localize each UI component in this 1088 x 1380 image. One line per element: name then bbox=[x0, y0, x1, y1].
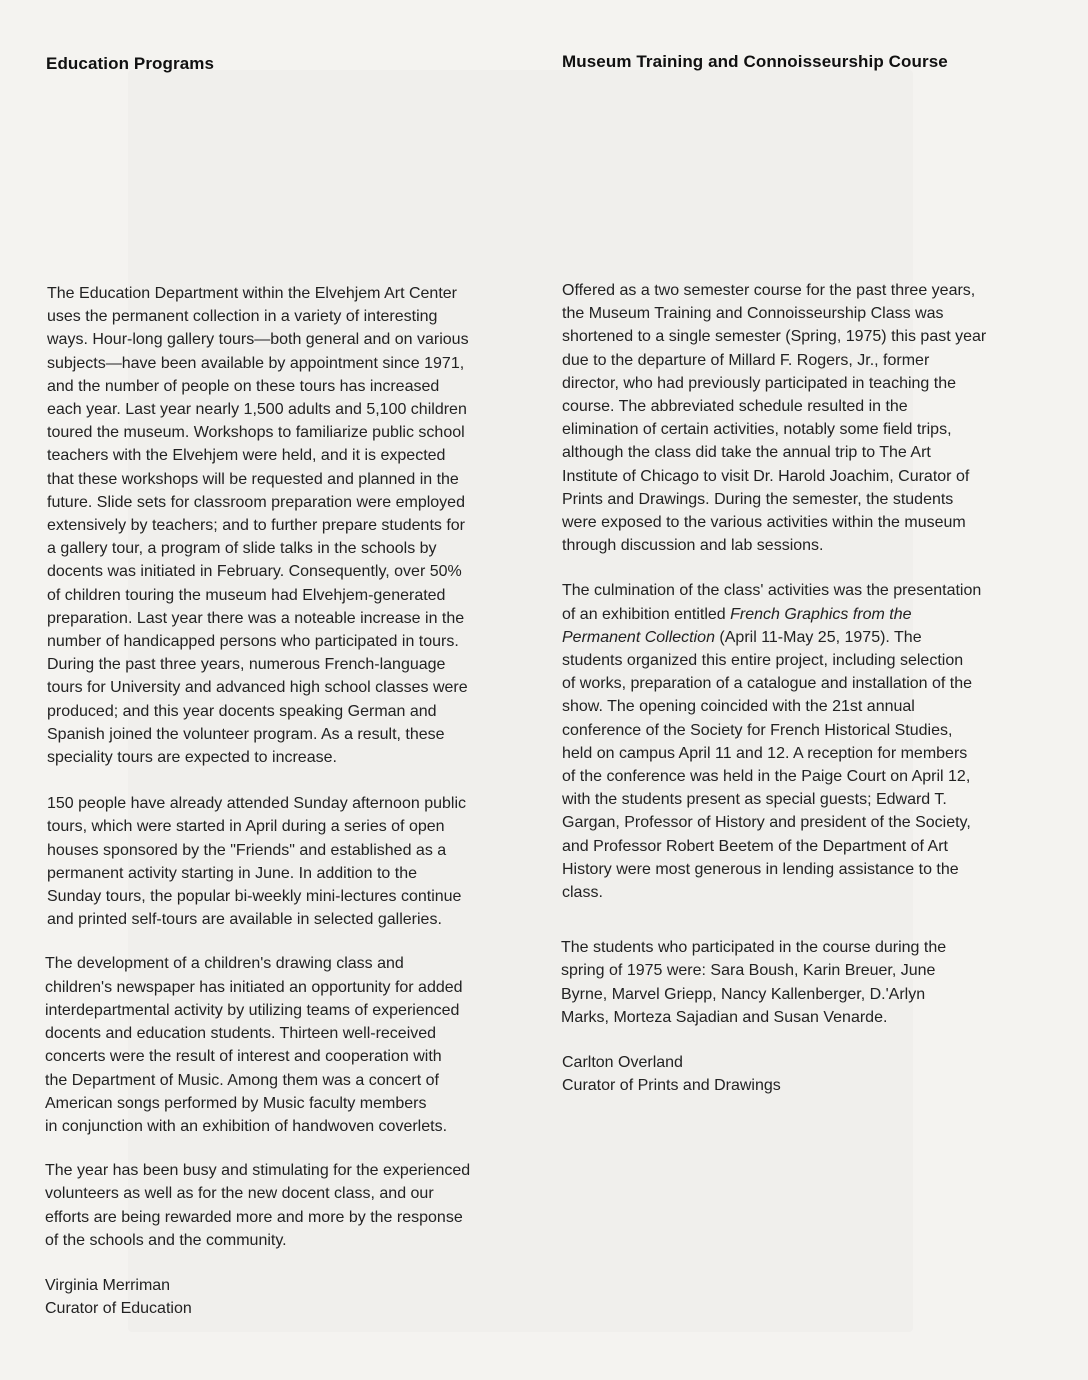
text-line: interdepartmental activity by utilizing teams of experienced bbox=[45, 1001, 460, 1019]
text-line: conference of the Society for French Historical Studies, bbox=[562, 721, 953, 739]
text-line: shortened to a single semester (Spring, 1975) this past year bbox=[562, 328, 987, 346]
text-line: produced; and this year docents speaking German and bbox=[47, 702, 437, 720]
text-line bbox=[562, 626, 1047, 649]
text-line: director, who had previously participated in teaching the bbox=[562, 374, 957, 392]
text-line: History were most generous in lending assistance to the bbox=[562, 860, 959, 878]
text-line: and Professor Robert Beetem of the Department of Art bbox=[562, 837, 948, 855]
education-signature bbox=[45, 1274, 527, 1320]
text-line: in conjunction with an exhibition of handwoven coverlets. bbox=[45, 1117, 448, 1135]
text-line: Institute of Chicago to visit Dr. Harold Joachim, Curator of bbox=[562, 467, 970, 485]
text-run: of an exhibition entitled bbox=[562, 605, 731, 623]
text-line: students organized this entire project, including selection bbox=[562, 652, 964, 670]
text-line: subjects—have been available by appointment since 1971, bbox=[47, 354, 465, 372]
text-line: efforts are being rewarded more and more by the response bbox=[45, 1208, 463, 1226]
text-line: preparation. Last year there was a noteable increase in the bbox=[47, 609, 465, 627]
education-paragraph-3 bbox=[45, 952, 527, 1138]
signature-name: Carlton Overland bbox=[562, 1054, 683, 1072]
text-line: docents was initiated in February. Consequently, over 50% bbox=[47, 563, 462, 581]
text-line bbox=[562, 603, 1047, 626]
education-paragraph-1 bbox=[47, 282, 527, 769]
text-line: a gallery tour, a program of slide talks in the schools by bbox=[47, 540, 437, 558]
text-line: During the past three years, numerous French-language bbox=[47, 656, 446, 674]
text-line: speciality tours are expected to increase. bbox=[47, 749, 337, 767]
text-line: 150 people have already attended Sunday afternoon public bbox=[47, 795, 466, 813]
text-line: The development of a children's drawing class and bbox=[45, 955, 404, 973]
text-line: Offered as a two semester course for the past three years, bbox=[562, 282, 976, 299]
text-line: toured the museum. Workshops to familiarize public school bbox=[47, 424, 465, 442]
text-line: through discussion and lab sessions. bbox=[562, 537, 824, 555]
training-paragraph-3 bbox=[561, 936, 1047, 1029]
text-line: the Museum Training and Connoisseurship Class was bbox=[562, 305, 944, 323]
text-line: children's newspaper has initiated an opportunity for added bbox=[45, 978, 463, 996]
education-programs-column bbox=[47, 282, 527, 1320]
text-line: held on campus April 11 and 12. A reception for members bbox=[562, 744, 968, 762]
text-line: Sunday tours, the popular bi-weekly mini-lectures continue bbox=[47, 888, 462, 906]
text-line: Gargan, Professor of History and president of the Society, bbox=[562, 814, 971, 832]
text-line: Prints and Drawings. During the semester, the students bbox=[562, 490, 954, 508]
right-column-heading: Museum Training and Connoisseurship Course bbox=[562, 52, 948, 71]
text-line: the Department of Music. Among them was a concert of bbox=[45, 1071, 439, 1089]
education-paragraph-2 bbox=[47, 792, 527, 931]
text-line: Marks, Morteza Sajadian and Susan Venarde. bbox=[561, 1008, 888, 1026]
text-line: of the conference was held in the Paige Court on April 12, bbox=[562, 768, 971, 786]
text-line: were exposed to the various activities within the museum bbox=[562, 514, 966, 532]
text-line: Byrne, Marvel Griepp, Nancy Kallenberger, D.'Arlyn bbox=[561, 985, 926, 1003]
training-paragraph-2 bbox=[562, 579, 1047, 904]
text-line: future. Slide sets for classroom preparation were employed bbox=[47, 493, 465, 511]
text-line: of children touring the museum had Elvehjem-generated bbox=[47, 586, 446, 604]
text-line: docents and education students. Thirteen well-received bbox=[45, 1025, 437, 1043]
text-line: due to the departure of Millard F. Rogers, Jr., former bbox=[562, 351, 930, 369]
text-line: spring of 1975 were: Sara Boush, Karin Breuer, June bbox=[561, 962, 936, 980]
text-line: ways. Hour-long gallery tours—both general and on various bbox=[47, 331, 469, 349]
text-line: of the schools and the community. bbox=[45, 1231, 287, 1249]
text-run: (April 11-May 25, 1975). The bbox=[714, 628, 922, 646]
training-paragraph-1 bbox=[562, 279, 1047, 557]
text-line: volunteers as well as for the new docent class, and our bbox=[45, 1185, 434, 1203]
education-paragraph-4 bbox=[45, 1159, 527, 1252]
text-line: and printed self-tours are available in selected galleries. bbox=[47, 911, 442, 929]
exhibition-title-part-2: Permanent Collection bbox=[562, 628, 715, 646]
text-line: elimination of certain activities, notably some field trips, bbox=[562, 421, 952, 439]
left-column-heading: Education Programs bbox=[46, 54, 215, 73]
text-line: The culmination of the class' activities was the presentation bbox=[562, 582, 982, 600]
museum-training-column bbox=[562, 279, 1047, 1098]
text-line: American songs performed by Music faculty members bbox=[45, 1094, 427, 1112]
signature-name: Virginia Merriman bbox=[45, 1276, 171, 1294]
text-line: teachers with the Elvehjem were held, and it is expected bbox=[47, 447, 446, 465]
text-line: permanent activity starting in June. In addition to the bbox=[47, 864, 417, 882]
signature-title: Curator of Education bbox=[45, 1300, 192, 1318]
text-line: with the students present as special guests; Edward T. bbox=[562, 791, 947, 809]
text-line: extensively by teachers; and to further prepare students for bbox=[47, 517, 466, 535]
text-line: course. The abbreviated schedule resulted in the bbox=[562, 398, 908, 416]
text-line: that these workshops will be requested and planned in the bbox=[47, 470, 459, 488]
text-line: of works, preparation of a catalogue and installation of the bbox=[562, 675, 973, 693]
text-line: concerts were the result of interest and cooperation with bbox=[45, 1048, 442, 1066]
text-line: tours for University and advanced high school classes were bbox=[47, 679, 468, 697]
text-line: show. The opening coincided with the 21st annual bbox=[562, 698, 915, 716]
text-line: The Education Department within the Elvehjem Art Center bbox=[47, 285, 457, 302]
text-line: Spanish joined the volunteer program. As a result, these bbox=[47, 725, 445, 743]
text-line: tours, which were started in April during a series of open bbox=[47, 818, 445, 836]
text-line: class. bbox=[562, 884, 603, 902]
text-line: The students who participated in the course during the bbox=[561, 939, 947, 957]
text-line: The year has been busy and stimulating for the experienced bbox=[45, 1162, 471, 1180]
text-line: and the number of people on these tours has increased bbox=[47, 377, 440, 395]
training-signature bbox=[562, 1051, 1047, 1097]
text-line: houses sponsored by the "Friends" and established as a bbox=[47, 841, 447, 859]
text-line: number of handicapped persons who participated in tours. bbox=[47, 633, 459, 651]
text-line: uses the permanent collection in a variety of interesting bbox=[47, 308, 438, 326]
text-line: each year. Last year nearly 1,500 adults and 5,100 children bbox=[47, 401, 467, 419]
exhibition-title-part-1: French Graphics from the bbox=[730, 605, 912, 623]
text-line: although the class did take the annual trip to The Art bbox=[562, 444, 931, 462]
signature-title: Curator of Prints and Drawings bbox=[562, 1077, 781, 1095]
